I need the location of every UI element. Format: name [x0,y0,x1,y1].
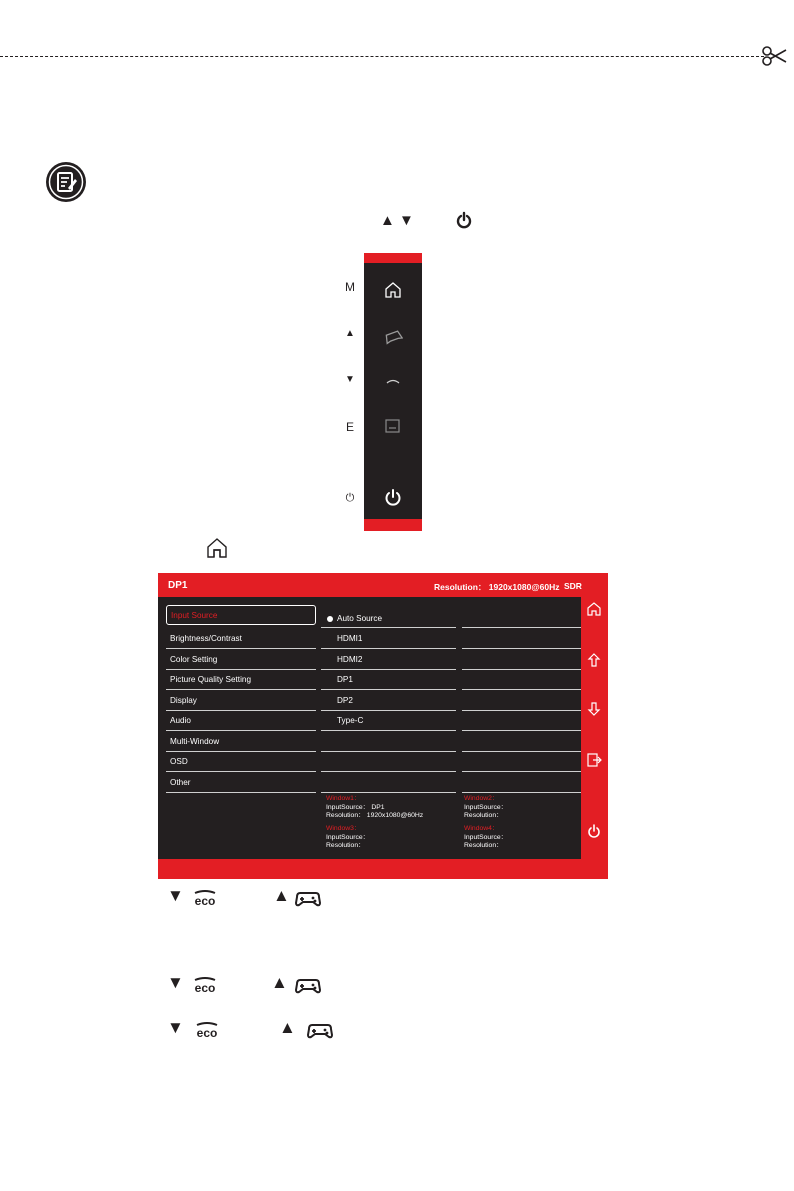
gamepad-icon [295,974,321,996]
glyph-row-2 [165,973,335,999]
window-title: Window4： [464,825,499,832]
arrow-down-icon [586,701,602,717]
osd-header [158,576,608,597]
panel-top-bar [364,253,422,263]
osd-menu-picture-quality[interactable]: Picture Quality Setting [170,675,252,684]
osd-option-dp2[interactable]: DP2 [337,696,353,705]
window-input: InputSource： [326,833,370,841]
osd-menu-audio[interactable]: Audio [170,716,191,725]
down-arrow-glyph: ▼ [167,1018,184,1037]
home-icon [586,601,602,617]
option-divider [462,689,584,690]
option-divider [321,730,456,731]
monitor-key-panel [364,253,422,531]
menu-divider [166,689,316,690]
up-arrow-glyph: ▲ [273,886,290,905]
window-input: InputSource： [464,803,508,811]
option-divider [462,771,584,772]
window-resolution: Resolution： 1920x1080@60Hz [326,812,424,820]
option-divider [462,751,584,752]
osd-bottom-strip [158,859,608,879]
glyph-row-1 [165,886,335,912]
option-divider [321,627,456,628]
option-divider [321,669,456,670]
power-icon[interactable] [383,487,403,507]
osd-menu-brightness-contrast[interactable]: Brightness/Contrast [170,634,242,643]
osd-resolution: Resolution： 1920x1080@60Hz [434,582,560,592]
window2-info [464,795,507,821]
down-arrow-glyph: ▼ [167,886,184,905]
key-label-menu: M [345,280,355,294]
osd-menu-input-source[interactable]: Input Source [166,605,316,625]
cut-line [0,56,764,57]
option-divider [321,751,456,752]
option-divider [321,710,456,711]
option-divider [321,771,456,772]
home-icon [205,536,229,560]
key-label-exit: E [345,420,354,434]
button-glyph-row [380,210,472,230]
option-divider [462,627,584,628]
option-label: Auto Source [337,614,383,623]
menu-divider [166,771,316,772]
key-label-up: ▲ [345,328,355,339]
key-label-power: ⏻ [345,492,355,504]
osd-option-type-c[interactable]: Type-C [337,716,364,725]
osd-current-input: DP1 [168,580,188,591]
osd-menu-multi-window[interactable]: Multi-Window [170,737,220,746]
osd-option-dp1[interactable]: DP1 [337,675,353,684]
home-icon[interactable] [383,280,403,300]
window-input: InputSource： [464,833,508,841]
osd-option-auto-source[interactable] [321,609,456,629]
eco-icon [191,888,219,908]
window-title: Window3： [326,825,361,832]
down-arrow-glyph: ▼ [167,973,184,992]
input-source-icon[interactable] [383,416,403,436]
option-divider [321,689,456,690]
window-resolution: Resolution： [326,842,365,850]
osd-menu-screenshot [158,573,608,879]
gamepad-icon [307,1019,333,1041]
osd-menu-color-setting[interactable]: Color Setting [170,655,218,664]
gamepad-icon [295,887,321,909]
power-icon [456,211,472,229]
osd-menu-osd[interactable]: OSD [170,757,188,766]
glyph-row-3 [165,1018,345,1044]
eco-icon [191,975,219,995]
up-arrow-glyph: ▲ [271,973,288,992]
menu-divider [166,792,316,793]
svg-text:eco: eco [194,894,216,908]
panel-bottom-bar [364,519,422,531]
osd-menu-other[interactable]: Other [170,778,191,787]
option-divider [462,710,584,711]
window-resolution: Resolution： [464,842,503,850]
svg-text:eco: eco [196,1026,218,1040]
osd-key-guide-strip [581,597,608,859]
option-divider [462,669,584,670]
svg-text:eco: eco [194,981,216,995]
gamepad-icon[interactable] [383,326,403,346]
window-title: Window2： [464,795,499,802]
arrow-up-icon [586,652,602,668]
eco-icon[interactable] [383,372,403,392]
window4-info [464,825,507,851]
osd-option-hdmi2[interactable]: HDMI2 [337,655,363,664]
option-divider [462,648,584,649]
window3-info [326,825,369,851]
key-label-down: ▼ [345,374,355,385]
up-arrow-glyph: ▲ [279,1018,296,1037]
menu-divider [166,730,316,731]
exit-icon [586,752,602,768]
osd-menu-display[interactable]: Display [170,696,197,705]
up-down-arrows: ▲ ▼ [380,211,414,229]
option-divider [462,730,584,731]
osd-hdr-mode: SDR [564,581,582,591]
eco-icon [193,1020,221,1040]
window1-info [326,795,423,821]
option-divider [321,792,456,793]
note-edit-icon [45,161,87,203]
osd-option-hdmi1[interactable]: HDMI1 [337,634,363,643]
window-title: Window1： [326,795,361,802]
menu-divider [166,648,316,649]
option-divider [462,792,584,793]
scissors-icon [762,44,788,68]
window-resolution: Resolution： [464,812,503,820]
window-input: InputSource： DP1 [326,803,385,811]
power-icon [586,823,602,839]
option-divider [321,648,456,649]
selected-dot-icon [327,616,333,622]
